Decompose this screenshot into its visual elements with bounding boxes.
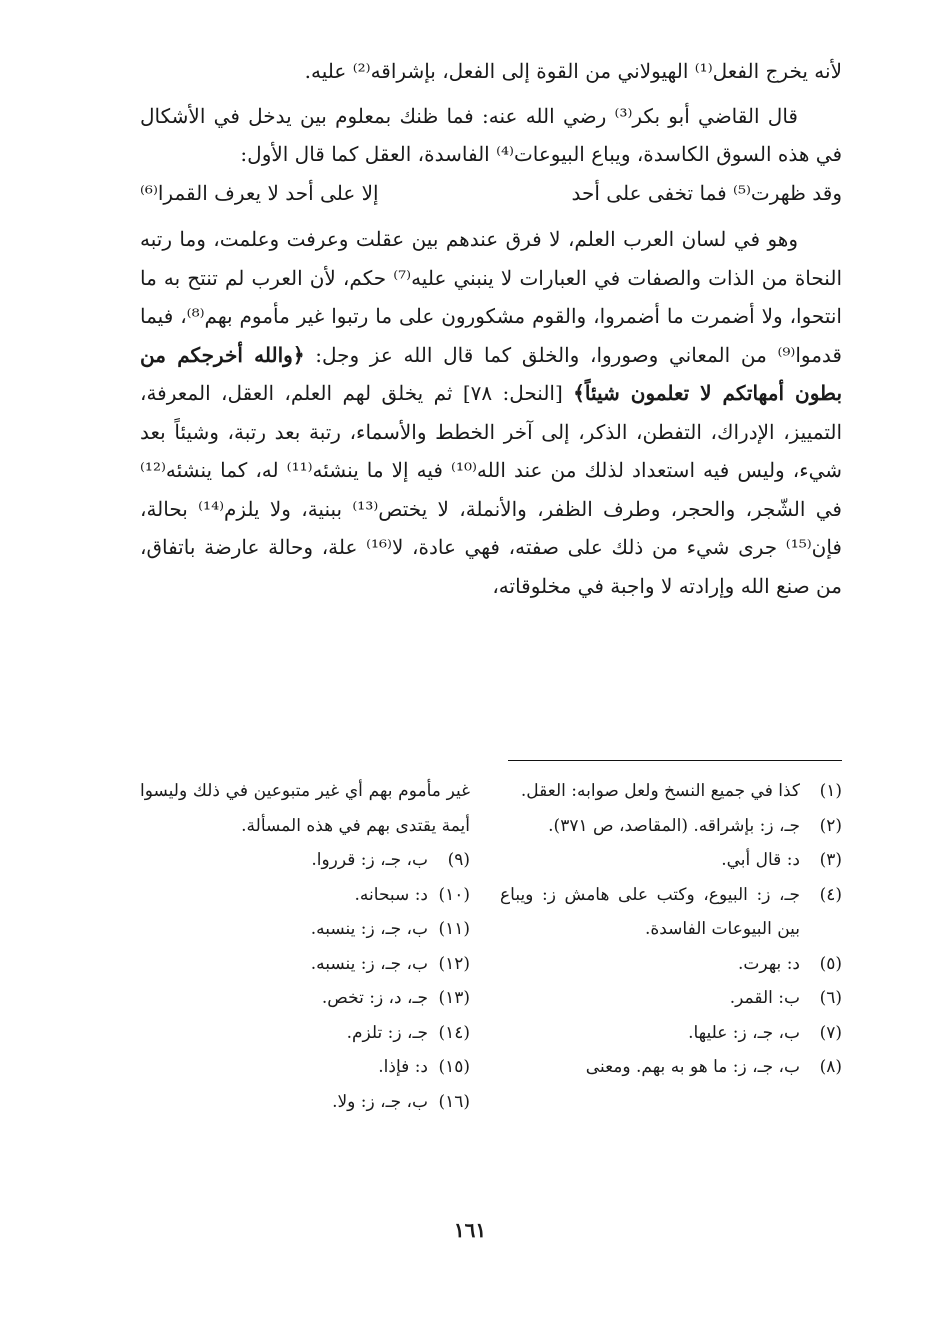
paragraph-1: لأنه يخرج الفعل⁽¹⁾ الهيولاني من القوة إلى الفعل، بإشراقه⁽²⁾ عليه. [304, 59, 842, 83]
footnote [500, 1016, 842, 1051]
verse-second-hemistich: إلا على أحد لا يعرف القمرا⁽⁶⁾ [140, 180, 379, 205]
footnote [140, 1050, 470, 1085]
footnote-number: (١٢) [438, 953, 470, 974]
footnote [500, 947, 842, 982]
footnote [500, 878, 842, 947]
paragraph-3-part-a: وهو في لسان العرب العلم، لا فرق عندهم بين عقلت وعرفت وعلمت، وما رتبه النحاة من الذات والصفات في العبارات لا ينبني عليه⁽⁷⁾ حكم، لأن العرب لم تنتح به ما انتحوا، ولا أضمرت ما أضمروا، والقوم مشكورون على ما رتبوا غير مأموم بهم⁽⁸⁾، فيما قدموا⁽⁹⁾ من المعاني وصوروا، والخلق كما قال الله عز وجل: [140, 227, 842, 367]
footnote [140, 981, 470, 1016]
footnote [140, 1016, 470, 1051]
footnote [140, 843, 470, 878]
footnotes-left-column [140, 774, 470, 1119]
footnote-number: (١٤) [438, 1022, 470, 1043]
footnote [140, 1085, 470, 1120]
footnote-number: (٧) [819, 1022, 842, 1043]
footnote [500, 809, 842, 844]
footnote-text: ب، جـ، ز: ما هو به بهم. ومعنى [585, 1057, 800, 1077]
footnote [140, 912, 470, 947]
page-number: ١٦١ [453, 1218, 487, 1242]
footnote-text: جـ، ز: تلزم. [346, 1022, 428, 1043]
footnote-text: ب، جـ، ز: ولا. [332, 1091, 428, 1112]
footnote-number: (١٠) [438, 884, 470, 905]
footnote-text: ب، جـ، ز: ينسبه. [310, 919, 428, 939]
footnote-text: د: فإذا. [378, 1057, 428, 1077]
footnote-text: ب، جـ، ز: قرروا. [311, 850, 428, 870]
footnote-number: (١٥) [438, 1057, 470, 1077]
footnote [500, 1050, 842, 1085]
footnote-number: (٨) [819, 1057, 842, 1077]
paragraph-3-part-b: [النحل: ٧٨] ثم يخلق لهم العلم، العقل، المعرفة، التمييز، الإدراك، التفطن، الذكر، إلى آخر الخطط والأسماء، رتبة بعد رتبة، وشيئاً بعد شيء، وليس فيه استعداد لذلك من عند الله⁽¹⁰⁾ فيه إلا ما ينشئه⁽¹¹⁾ له، كما ينشئه⁽¹²⁾ في الشّجر، والحجر، وطرف الظفر، والأنملة، لا يختص⁽¹³⁾ ببنية، ولا يلزم⁽¹⁴⁾ بحالة، فإن⁽¹⁵⁾ جرى شيء من ذلك على صفته، فهي عادة، لا⁽¹⁶⁾ علة، وحالة عارضة باتفاق، من صنع الله وإرادته لا واجبة في مخلوقاته، [140, 381, 843, 598]
footnote-number: (١) [819, 781, 842, 801]
footnote-divider [508, 760, 842, 761]
footnote-number: (٢) [819, 815, 842, 836]
main-text [140, 52, 842, 605]
footnote-text: ب: القمر. [729, 988, 800, 1008]
footnote-number: (١٦) [438, 1091, 470, 1112]
footnote-text: ب، جـ، ز: ينسبه. [310, 953, 428, 974]
verse-first-hemistich: وقد ظهرت⁽⁵⁾ فما تخفى على أحد [571, 180, 842, 205]
footnotes-right-column [500, 774, 842, 1085]
quran-quote: ﴿والله أخرجكم من بطون أمهاتكم لا تعلمون شيئاً﴾ [140, 342, 843, 405]
footnote-number: (٤) [819, 884, 842, 905]
footnote-number: (٩) [447, 850, 470, 870]
footnote-text: كذا في جميع النسخ ولعل صوابه: العقل. [520, 781, 800, 801]
footnote-text: ب، جـ، ز: عليها. [688, 1022, 800, 1043]
footnote-number: (٦) [819, 988, 842, 1008]
footnote-text: جـ، د، ز: تخص. [321, 988, 428, 1008]
paragraph-3 [140, 220, 842, 605]
footnote [500, 843, 842, 878]
poetry-verse [140, 174, 842, 213]
footnote-text: جـ، ز: بإشراقه. (المقاصد، ص ٣٧١). [548, 815, 800, 836]
footnote-text: د: بهرت. [737, 953, 800, 974]
footnote [140, 947, 470, 982]
footnote-text: جـ، ز: البيوع، وكتب على هامش ز: ويباع بين البيوعات الفاسدة. [500, 884, 800, 939]
footnote-number: (٣) [819, 850, 842, 870]
footnote [500, 981, 842, 1016]
footnote-text: د: سبحانه. [354, 884, 428, 905]
footnote-number: (١١) [438, 919, 470, 939]
footnote-number: (٥) [819, 953, 842, 974]
footnote-continuation: غير مأموم بهم أي غير متبوعين في ذلك وليسوا أيمة يقتدى بهم في هذه المسألة. [140, 781, 470, 836]
footnote [500, 774, 842, 809]
footnote-number: (١٣) [438, 988, 470, 1008]
footnote [140, 878, 470, 913]
footnote-text: د: قال أبي. [721, 850, 800, 870]
paragraph-2: قال القاضي أبو بكر⁽³⁾ رضي الله عنه: فما ظنك بمعلوم بين يدخل في الأشكال في هذه السوق الكاسدة، ويباع البيوعات⁽⁴⁾ الفاسدة، العقل كما قال الأول: [140, 103, 842, 166]
